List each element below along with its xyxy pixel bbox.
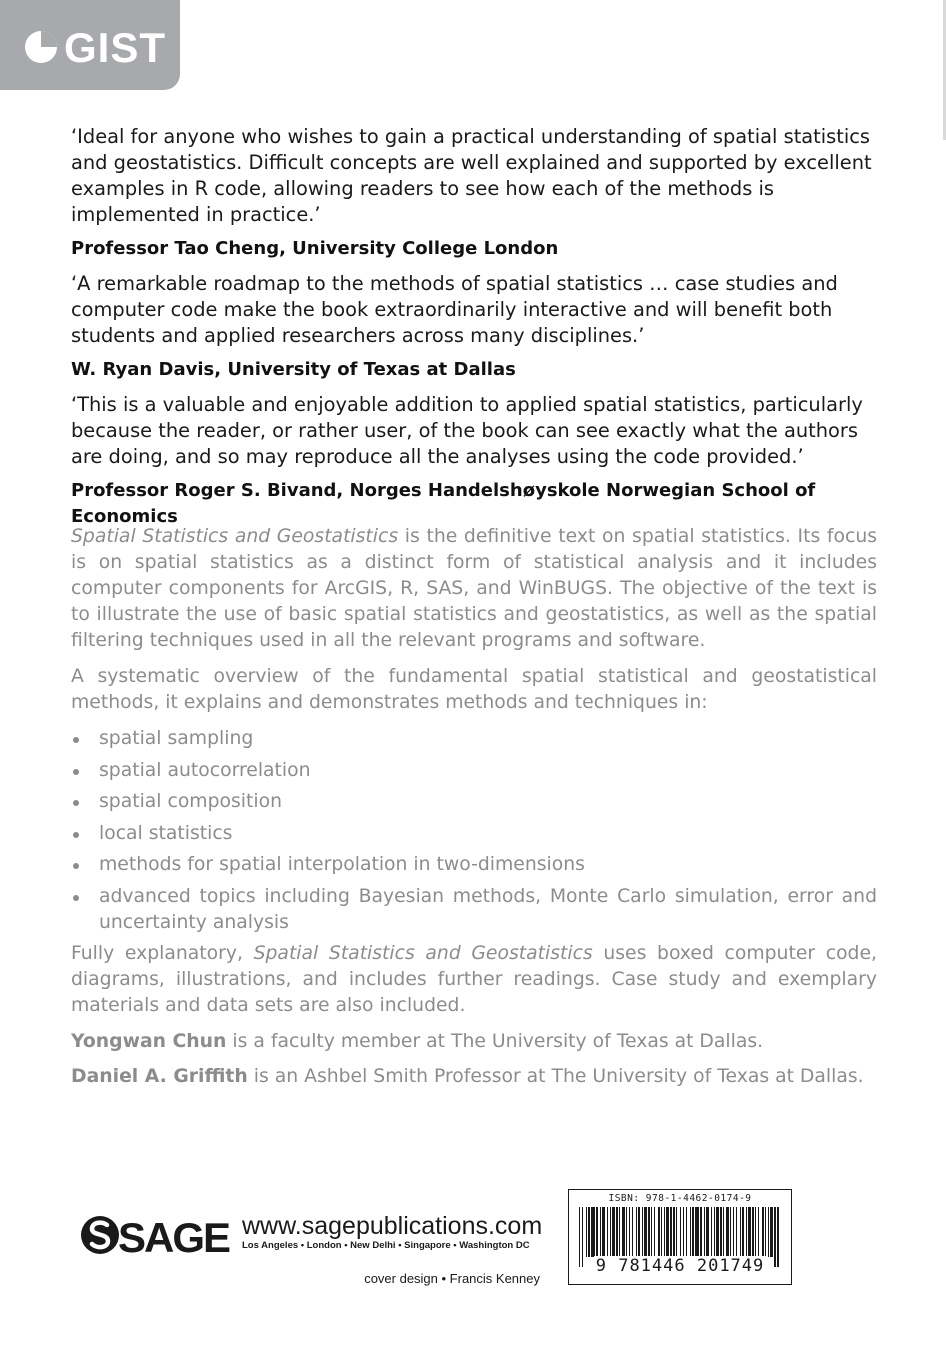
- barcode-bar: [758, 1207, 759, 1257]
- barcode-bar: [726, 1207, 729, 1257]
- praise-section: [71, 124, 879, 539]
- barcode-bar: [690, 1207, 691, 1257]
- barcode-bar: [768, 1207, 769, 1257]
- svg-text:SAGE: SAGE: [118, 1214, 230, 1258]
- barcode-bar: [636, 1207, 637, 1257]
- praise-attribution: Professor Tao Cheng, University College London: [71, 238, 559, 259]
- barcode-bar: [648, 1207, 650, 1257]
- list-item: spatial composition: [71, 789, 877, 815]
- barcode-bar: [765, 1207, 766, 1257]
- barcode-bar: [736, 1207, 737, 1257]
- barcode-bar: [622, 1207, 625, 1257]
- praise-attribution: W. Ryan Davis, University of Texas at Dallas: [71, 359, 516, 380]
- series-logo-text: GIST: [64, 24, 167, 71]
- list-item: methods for spatial interpolation in two-dimensions: [71, 852, 877, 878]
- bullet-icon: [73, 737, 79, 743]
- barcode-bar: [670, 1207, 672, 1257]
- publisher-block: [80, 1212, 543, 1292]
- author-bio: Yongwan Chun is a faculty member at The University of Texas at Dallas.: [71, 1031, 764, 1052]
- barcode-bar: [742, 1207, 744, 1257]
- bullet-icon: [73, 832, 79, 838]
- author-name: Yongwan Chun: [71, 1031, 227, 1052]
- barcode-bar: [642, 1207, 643, 1257]
- list-item: spatial autocorrelation: [71, 758, 877, 784]
- barcode-bar: [706, 1207, 709, 1257]
- barcode-digits: 9 781446 201749: [595, 1256, 765, 1276]
- barcode-bar: [704, 1207, 705, 1257]
- barcode-bar: [752, 1207, 754, 1257]
- barcode-bar: [714, 1207, 715, 1257]
- barcode-bar: [746, 1207, 747, 1257]
- barcode-bar: [711, 1207, 712, 1257]
- barcode-bar: [686, 1207, 687, 1257]
- author-name: Daniel A. Griffith: [71, 1066, 248, 1087]
- isbn-label: ISBN: 978-1-4462-0174-9: [608, 1193, 752, 1204]
- list-item: advanced topics including Bayesian methods, Monte Carlo simulation, error and uncertainty analysis: [71, 884, 877, 936]
- bullet-icon: [73, 800, 79, 806]
- barcode-bar: [651, 1207, 652, 1257]
- barcode-bar: [619, 1207, 620, 1257]
- barcode-bar: [733, 1207, 734, 1257]
- barcode-bar: [591, 1207, 595, 1257]
- barcode-bar: [654, 1207, 655, 1257]
- barcode-bar: [602, 1207, 605, 1257]
- barcode-bar: [607, 1207, 608, 1257]
- publisher-url[interactable]: www.sagepublications.com: [242, 1212, 543, 1240]
- bullet-icon: [73, 863, 79, 869]
- barcode-bar: [610, 1207, 611, 1257]
- barcode-bar: [629, 1207, 630, 1257]
- barcode-bar: [695, 1207, 699, 1257]
- cover-credit: cover design • Francis Kenney: [364, 1271, 540, 1286]
- barcode-bar: [720, 1207, 722, 1257]
- barcode-bar: [626, 1207, 627, 1257]
- barcode-bar: [588, 1207, 590, 1257]
- barcode-bar: [673, 1207, 675, 1257]
- barcode-bar: [632, 1207, 633, 1257]
- barcode-bar: [658, 1207, 660, 1257]
- praise-attribution: Professor Roger S. Bivand, Norges Handelshøyskole Norwegian School of Economics: [71, 480, 816, 527]
- book-title: Spatial Statistics and Geostatistics: [71, 526, 399, 547]
- barcode-bar: [692, 1207, 694, 1257]
- list-item: local statistics: [71, 821, 877, 847]
- barcode-bar: [596, 1207, 598, 1257]
- description-paragraph: Spatial Statistics and Geostatistics is the definitive text on spatial statistics. Its focus is on spatial statistics as a distinct form of statistical analysis and it includes computer components for ArcGIS, R, SAS, and WinBUGS. The objective of the text is to illustrate the use of basic spatial statistics and geostatistics, as well as the spatial filtering techniques used in all the relevant programs and software.: [71, 526, 878, 651]
- list-item: spatial sampling: [71, 726, 877, 752]
- barcode-bar: [664, 1207, 665, 1257]
- praise-quote: ‘A remarkable roadmap to the methods of spatial statistics … case studies and computer code make the book extraordinarily interactive and will benefit both students and applied researchers across many disciplines.’: [71, 272, 838, 347]
- barcode-bar: [638, 1207, 640, 1257]
- topics-list: [71, 726, 877, 936]
- barcode-bar: [644, 1207, 647, 1257]
- praise-quote: ‘Ideal for anyone who wishes to gain a practical understanding of spatial statistics and geostatistics. Difficult concepts are well explained and supported by excellent examples in R code, allowing readers to see how each of the methods is implemented in practice.’: [71, 125, 872, 226]
- barcode-bar: [755, 1207, 756, 1257]
- barcode-bar: [748, 1207, 751, 1257]
- description-paragraph: Fully explanatory, Spatial Statistics and Geostatistics uses boxed computer code, diagrams, illustrations, and includes further readings. Case study and exemplary materials and data sets are also included.: [71, 943, 878, 1016]
- sage-logo: [80, 1212, 232, 1258]
- circle-leaf-icon: [24, 30, 58, 64]
- barcode-bar: [616, 1207, 618, 1257]
- barcode-bar: [716, 1207, 719, 1257]
- barcode-bar: [770, 1207, 773, 1257]
- barcode-bar: [661, 1207, 662, 1257]
- bullet-icon: [73, 769, 79, 775]
- bullet-icon: [73, 895, 79, 901]
- publisher-cities: Los Angeles • London • New Delhi • Singapore • Washington DC: [242, 1240, 530, 1251]
- barcode-bar: [740, 1207, 741, 1257]
- barcode-bar: [586, 1207, 587, 1257]
- series-logo-tab: [0, 0, 180, 90]
- barcode-bar: [723, 1207, 724, 1257]
- barcode-bar: [730, 1207, 731, 1257]
- barcode-bar: [762, 1207, 764, 1257]
- barcode-bar: [666, 1207, 669, 1257]
- barcode-bar: [683, 1207, 684, 1257]
- barcode-bar: [612, 1207, 615, 1257]
- barcode-bar: [700, 1207, 702, 1257]
- barcode-bar: [600, 1207, 601, 1257]
- isbn-barcode: [568, 1189, 792, 1285]
- praise-quote: ‘This is a valuable and enjoyable addition to applied spatial statistics, particularly because the reader, or rather user, of the book can see exactly what the authors are doing, and so may reproduce all the analyses using the code provided.’: [71, 393, 863, 468]
- book-description: [71, 524, 877, 1099]
- description-paragraph: A systematic overview of the fundamental spatial statistical and geostatistical methods, it explains and demonstrates methods and techniques in:: [71, 666, 877, 713]
- author-bio: Daniel A. Griffith is an Ashbel Smith Professor at The University of Texas at Dallas.: [71, 1066, 864, 1087]
